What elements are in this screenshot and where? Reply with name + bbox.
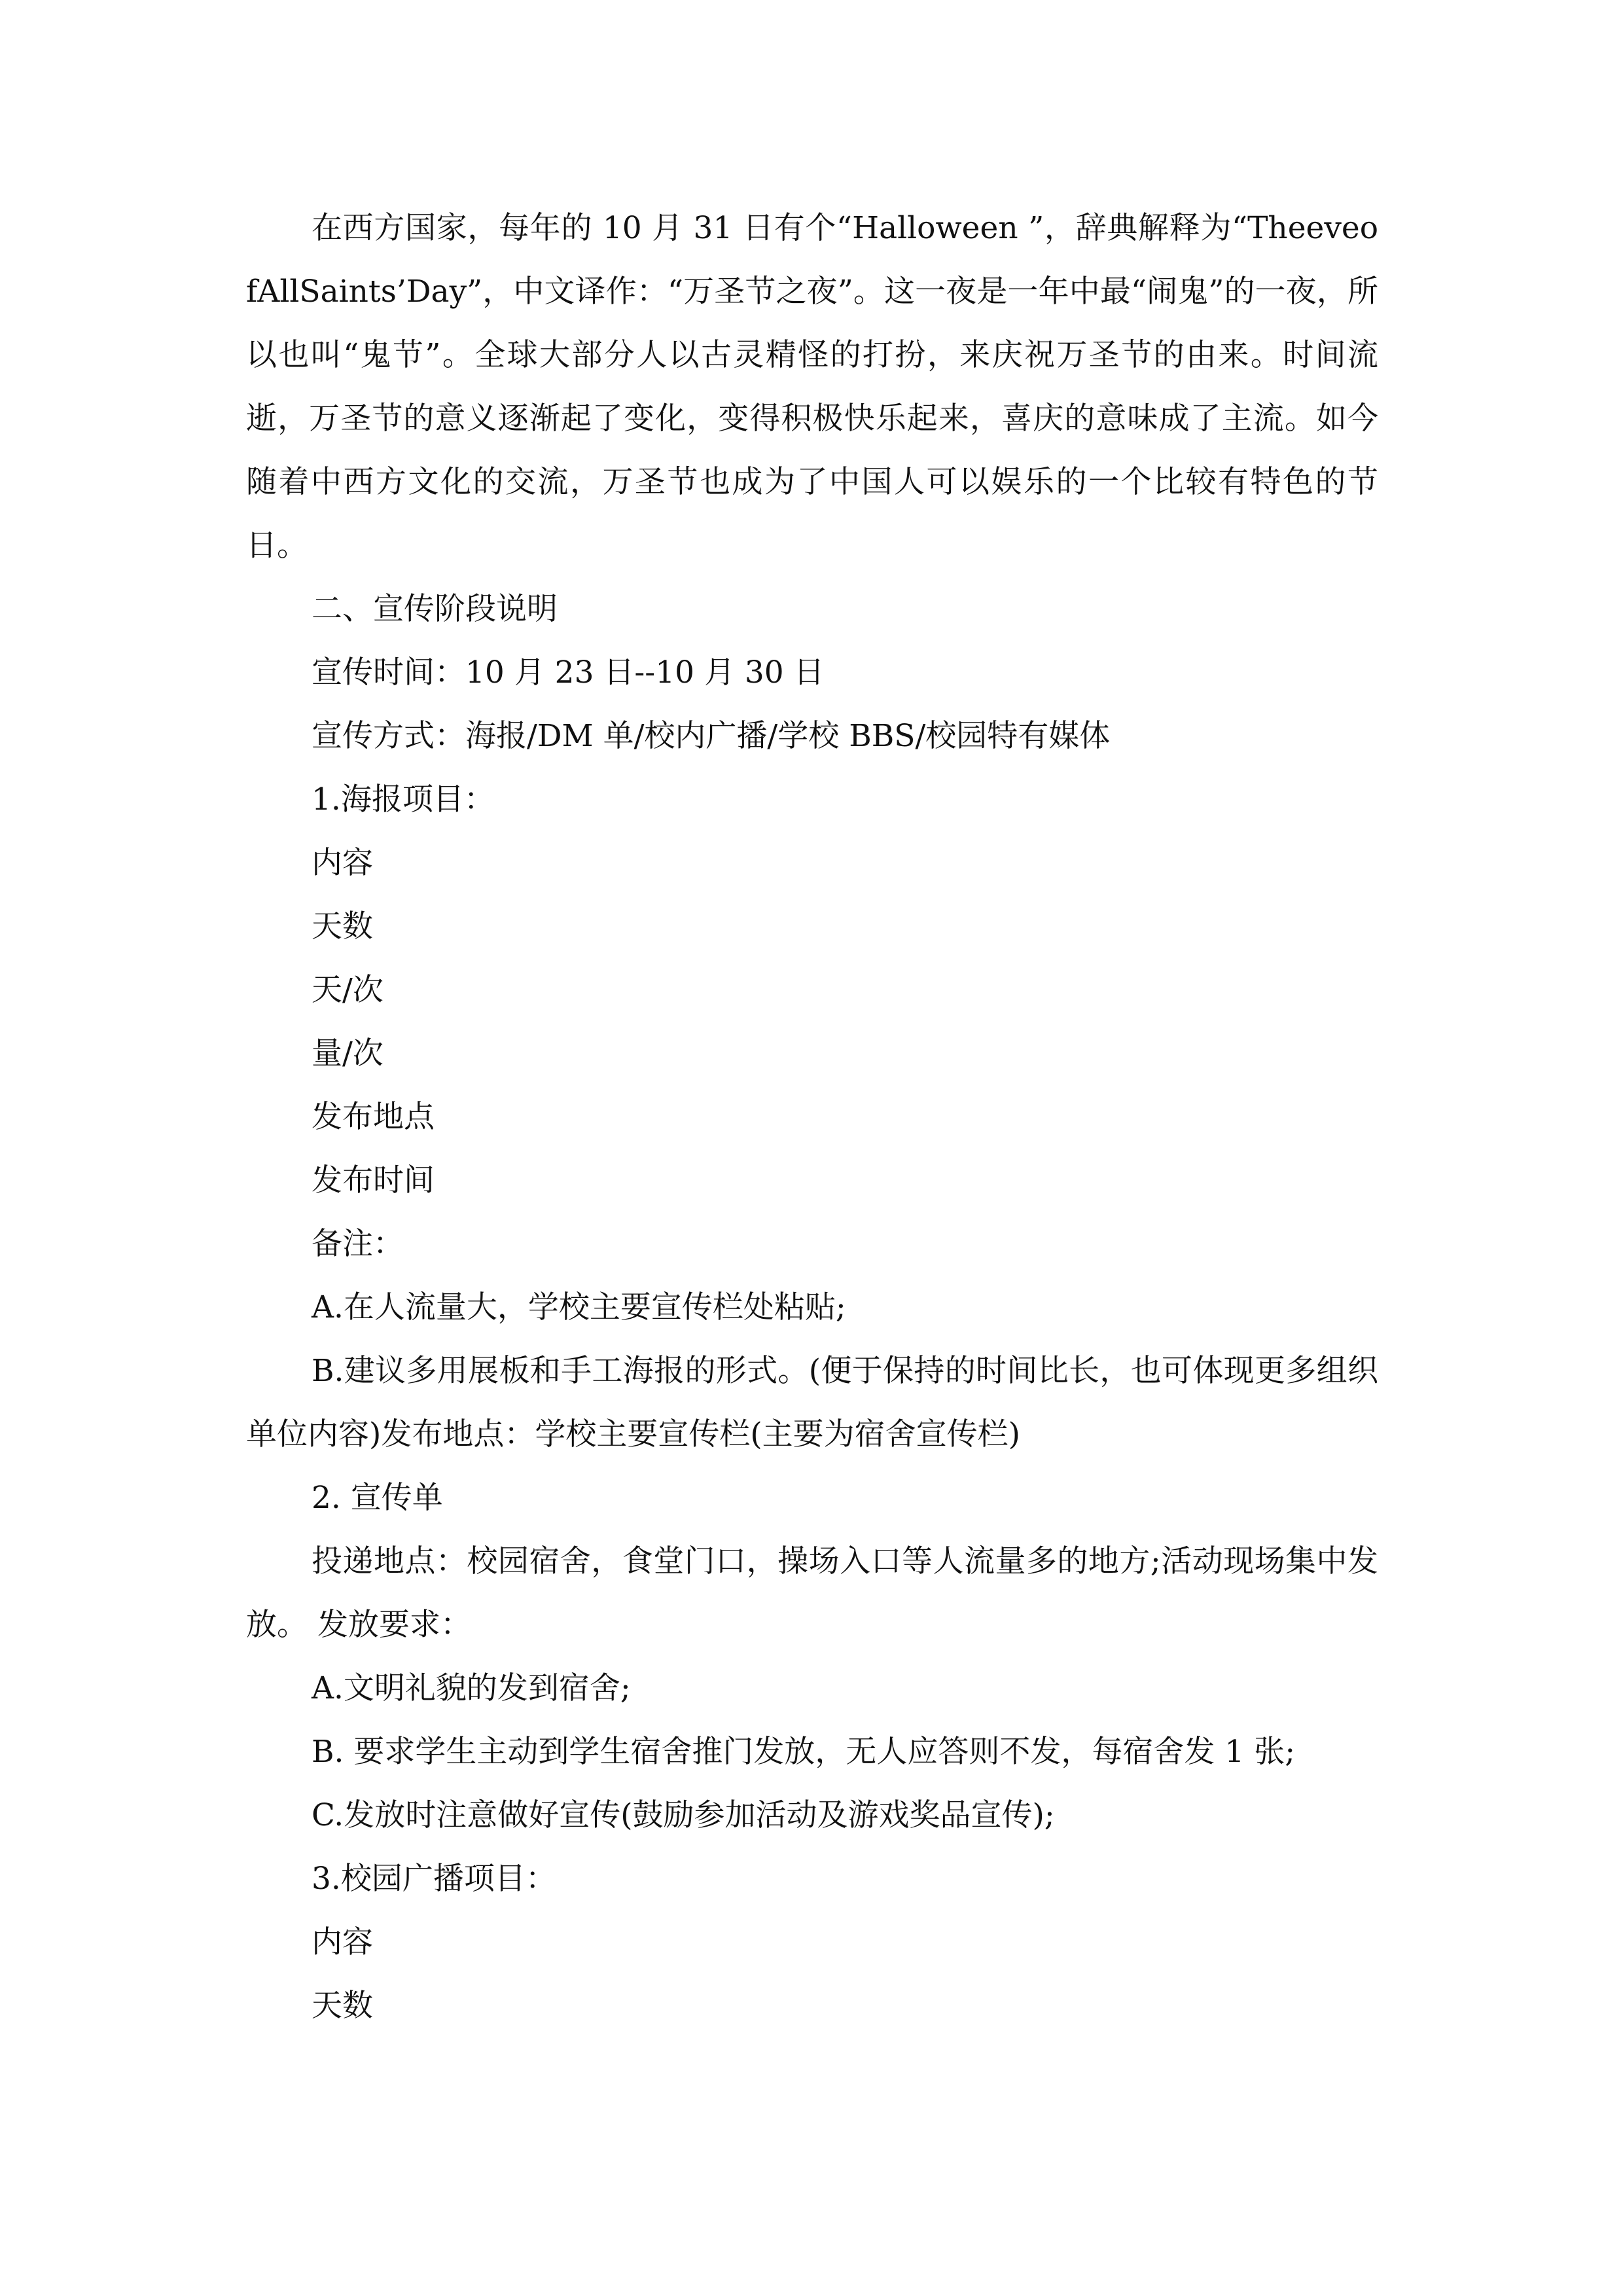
poster-field-days: 天数: [312, 908, 373, 944]
radio-heading: 3.校园广播项目：: [312, 1861, 556, 1897]
promo-method: 宣传方式：海报/DM 单/校内广播/学校 BBS/校园特有媒体: [312, 718, 1111, 754]
section-heading: 二、宣传阶段说明: [312, 591, 558, 627]
flyer-heading: 2. 宣传单: [312, 1480, 443, 1516]
poster-heading: 1.海报项目：: [312, 781, 495, 817]
flyer-rule-b: B. 要求学生主动到学生宿舍推门发放，无人应答则不发，每宿舍发 1 张;: [312, 1734, 1296, 1770]
flyer-rule-a: A.文明礼貌的发到宿舍;: [312, 1670, 631, 1706]
intro-paragraph: 在西方国家，每年的 10 月 31 日有个“Halloween ”，辞典解释为“TheeveofAllSaints’Day”，中文译作：“万圣节之夜”。这一夜是一年中最“闹鬼”的一夜，所以也叫“鬼节”。全球大部分人以古灵精怪的打扮，来庆祝万圣节的由来。时间流逝，万圣节的意义逐渐起了变化，变得积极快乐起来，喜庆的意味成了主流。如今随着中西方文化的交流，万圣节也成为了中国人可以娱乐的一个比较有特色的节日。: [246, 210, 1378, 564]
poster-field-quantity-per-time: 量/次: [312, 1035, 383, 1071]
poster-note-b: B.建议多用展板和手工海报的形式。(便于保持的时间比长，也可体现更多组织单位内容)发布地点：学校主要宣传栏(主要为宿舍宣传栏): [246, 1353, 1378, 1452]
poster-field-days-per-time: 天/次: [312, 972, 383, 1008]
promo-time: 宣传时间：10 月 23 日--10 月 30 日: [312, 655, 825, 691]
flyer-rule-c: C.发放时注意做好宣传(鼓励参加活动及游戏奖品宣传);: [312, 1797, 1055, 1833]
poster-field-location: 发布地点: [312, 1099, 435, 1135]
document-page: [246, 196, 1378, 2037]
poster-note-a: A.在人流量大，学校主要宣传栏处粘贴;: [312, 1289, 846, 1325]
radio-field-content: 内容: [312, 1924, 373, 1960]
flyer-location: 投递地点：校园宿舍，食堂门口，操场入口等人流量多的地方;活动现场集中发放。 发放要求：: [246, 1543, 1378, 1643]
poster-field-time: 发布时间: [312, 1162, 435, 1198]
poster-notes-heading: 备注：: [312, 1226, 404, 1262]
radio-field-days: 天数: [312, 1988, 373, 2024]
poster-field-content: 内容: [312, 845, 373, 881]
